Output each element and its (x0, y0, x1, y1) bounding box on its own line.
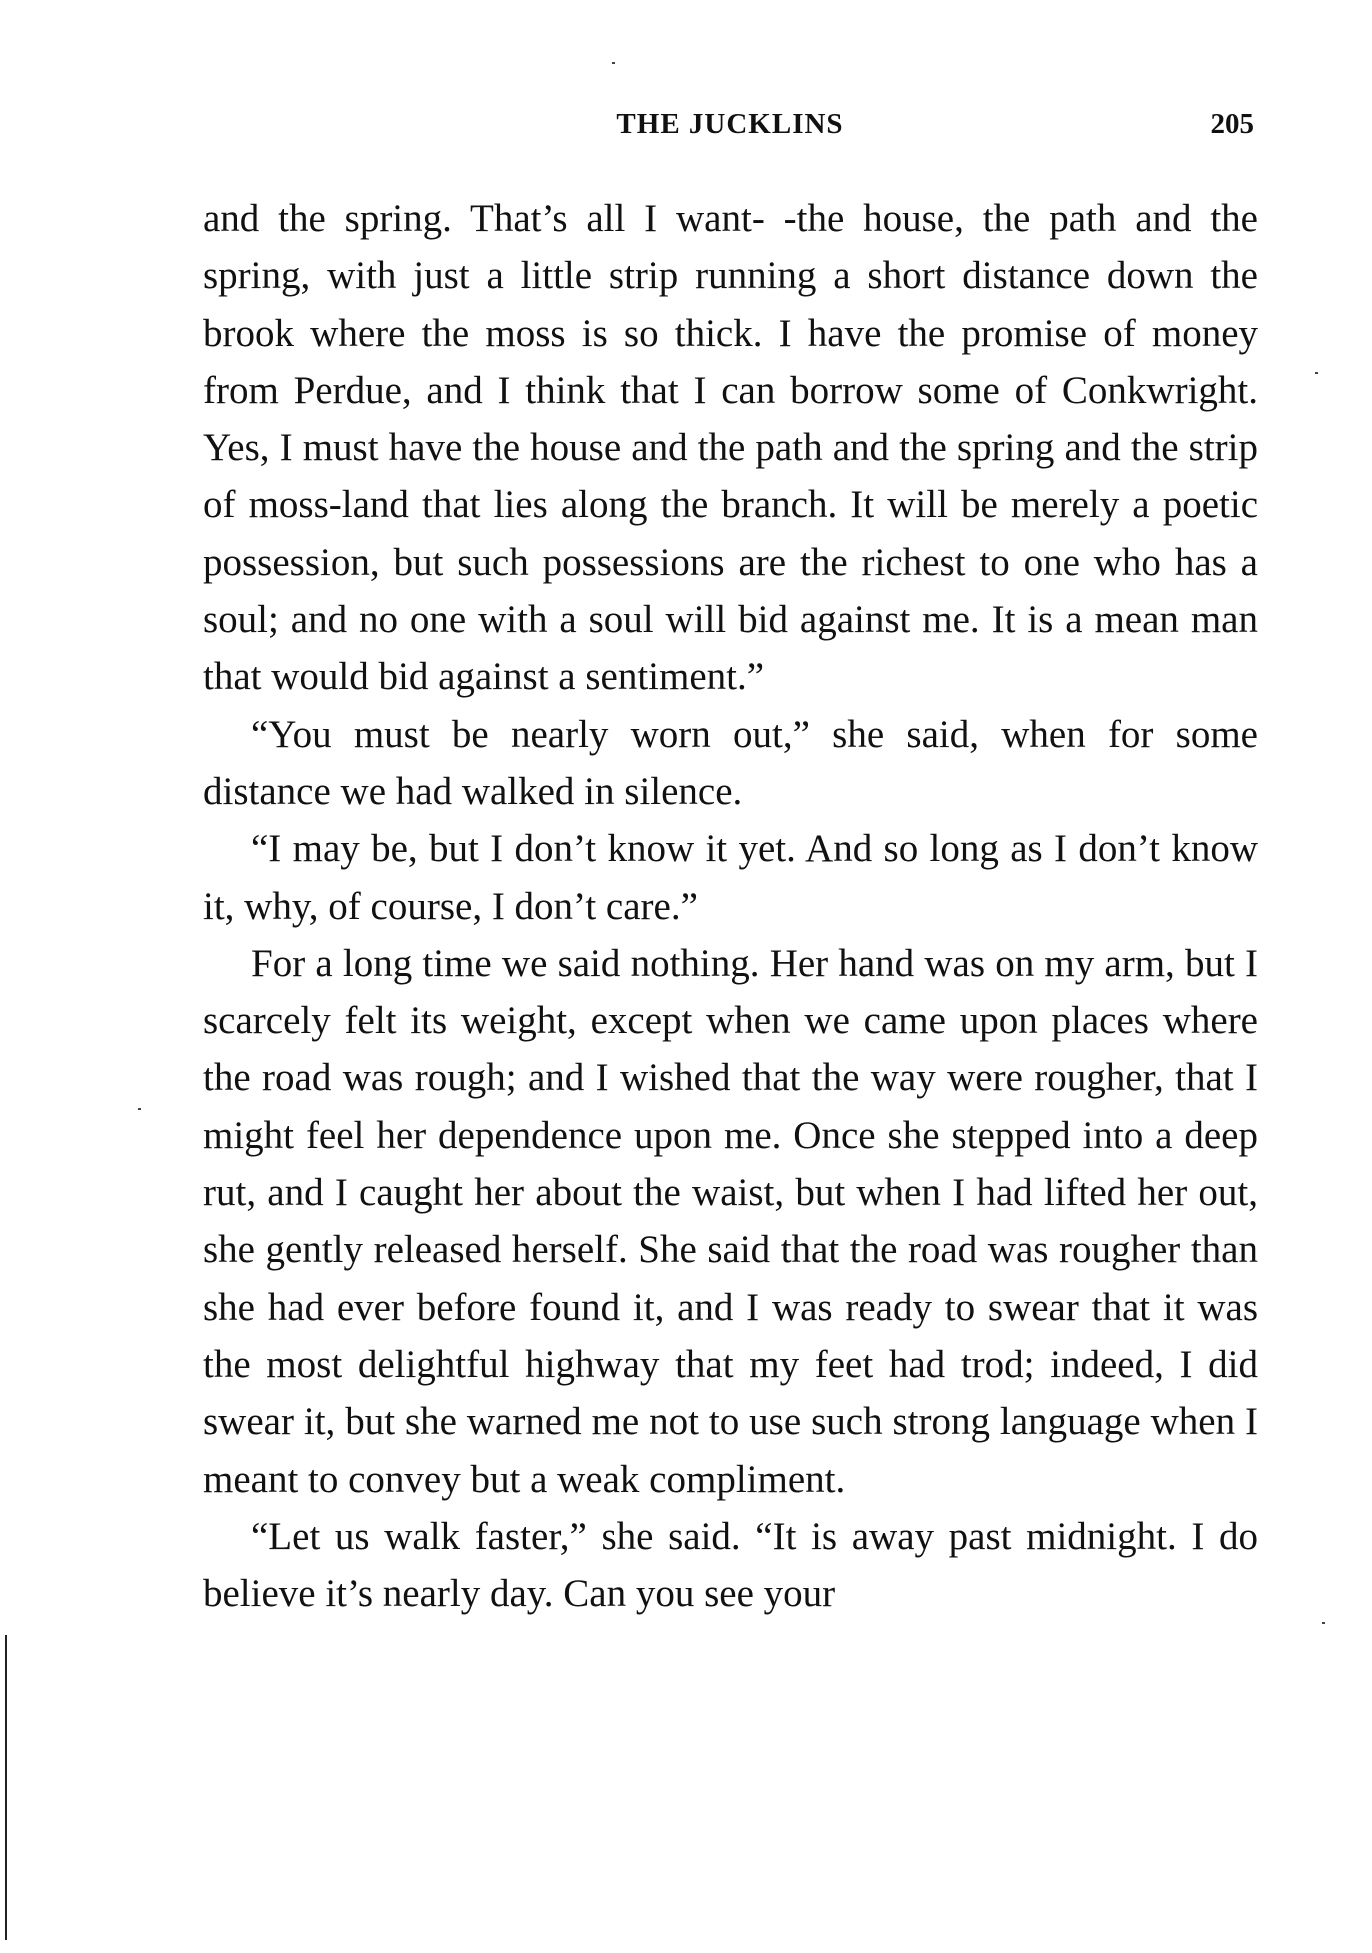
paragraph-2: “You must be nearly worn out,” she said, when for some distance we had walked in silence. (203, 712, 1258, 813)
scan-speck (138, 1108, 141, 1110)
paragraph-4: For a long time we said nothing. Her hand was on my arm, but I scarcely felt its weight, except when we came upon places where the road was rough; and I wished that the way were rougher, that I might feel her dependence upon me. Once she stepped into a deep rut, and I caught her about the waist, but when I had lifted her out, she gently released herself. She said that the road was rougher than she had ever before found it, and I was ready to swear that it was the most delightful highway that my feet had trod; indeed, I did swear it, but she warned me not to use such strong language when I meant to convey but a weak compliment. (203, 941, 1258, 1501)
paragraph-1: and the spring. That’s all I want- -the house, the path and the spring, with just a little strip running a short distance down the brook where the moss is so thick. I have the promise of money from Perdue, and I think that I can borrow some of Conkwright. Yes, I must have the house and the path and the spring and the strip of moss-land that lies along the branch. It will be merely a poetic possession, but such possessions are the richest to one who has a soul; and no one with a soul will bid against me. It is a mean man that would bid against a sentiment.” (203, 197, 1258, 699)
scan-speck (612, 62, 615, 64)
paragraph-5: “Let us walk faster,” she said. “It is away past midnight. I do believe it’s nearly day. Can you see your (203, 1514, 1258, 1616)
scan-speck (1315, 372, 1318, 374)
running-title: THE JUCKLINS (616, 108, 844, 140)
scan-margin-line (5, 1635, 7, 1940)
scan-speck (1322, 1622, 1325, 1624)
paragraph-3: “I may be, but I don’t know it yet. And so long as I don’t know it, why, of course, I don’t care.” (203, 827, 1258, 928)
page-number: 205 (1210, 108, 1254, 140)
body-text (203, 190, 1258, 1622)
running-head (200, 108, 1260, 148)
